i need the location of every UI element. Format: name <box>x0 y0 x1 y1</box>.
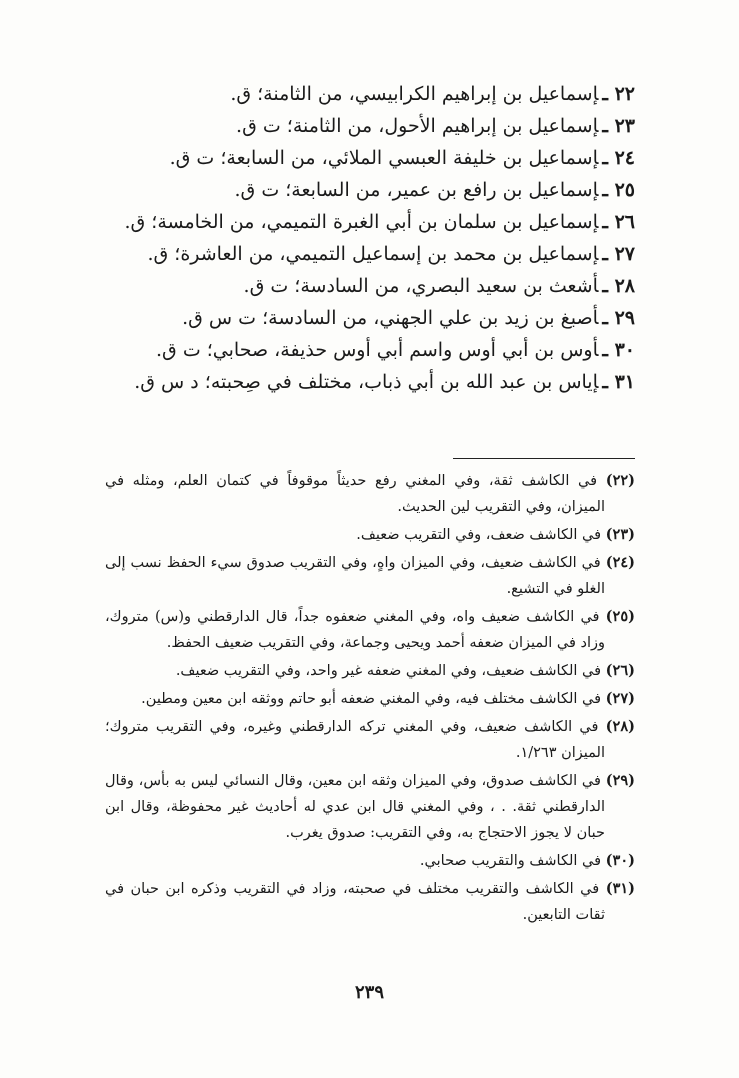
footnote-text: في الكاشف ضعيف، وفي المغني تركه الدارقطني وغيره، وفي التقريب متروك؛ الميزان ١/٢٦٣. <box>105 719 605 761</box>
footnote-number: (٢٣) <box>605 526 635 543</box>
entry-text: إسماعيل بن إبراهيم الأحول، من الثامنة؛ ت ق. <box>236 115 599 137</box>
footnote-number: (٢٩) <box>605 772 636 789</box>
footnote <box>105 876 635 928</box>
entry-text: إسماعيل بن رافع بن عمير، من السابعة؛ ت ق. <box>234 179 599 201</box>
page-number: ٢٣٩ <box>354 982 384 1003</box>
footnote <box>105 522 635 548</box>
entry-number: ٢٤ ـ <box>602 147 635 169</box>
footnote-text: في الكاشف ضعيف، وفي الميزان واهٍ، وفي التقريب صدوق سيء الحفظ نسب إلى الغلو في التشيع. <box>105 555 605 597</box>
footnote-number: (٢٨) <box>605 718 635 735</box>
narrator-list <box>95 78 635 398</box>
footnote-number: (٣١) <box>605 880 636 897</box>
entry-text: إسماعيل بن محمد بن إسماعيل التميمي، من العاشرة؛ ق. <box>147 243 599 265</box>
footnote <box>105 658 635 684</box>
footnote-number: (٢٧) <box>605 690 635 707</box>
list-item <box>95 110 635 142</box>
footnote <box>105 468 635 520</box>
entry-number: ٢٢ ـ <box>602 83 635 105</box>
entry-number: ٢٩ ـ <box>602 307 635 329</box>
footnotes <box>105 468 635 930</box>
footnote-text: في الكاشف والتقريب مختلف في صحبته، وزاد في التقريب وذكره ابن حبان في ثقات التابعين. <box>105 881 605 923</box>
list-item <box>95 302 635 334</box>
footnote-text: في الكاشف ضعف، وفي التقريب ضعيف. <box>356 527 602 543</box>
entry-text: إسماعيل بن خليفة العبسي الملائي، من السابعة؛ ت ق. <box>169 147 599 169</box>
list-item <box>95 174 635 206</box>
footnote <box>105 714 635 766</box>
list-item <box>95 238 635 270</box>
footnote-number: (٢٥) <box>605 608 635 625</box>
entry-text: إسماعيل بن إبراهيم الكرابيسي، من الثامنة؛ ق. <box>230 83 599 105</box>
list-item <box>95 142 635 174</box>
entry-number: ٢٣ ـ <box>602 115 635 137</box>
footnote-text: في الكاشف ضعيف، وفي المغني ضعفه غير واحد، وفي التقريب ضعيف. <box>175 663 602 679</box>
footnote-number: (٢٤) <box>605 554 636 571</box>
entry-text: أشعث بن سعيد البصري، من السادسة؛ ت ق. <box>243 275 599 297</box>
list-item <box>95 206 635 238</box>
list-item <box>95 78 635 110</box>
footnote-text: في الكاشف ثقة، وفي المغني رفع حديثاً موقوفاً في كتمان العلم، ومثله في الميزان، وفي التقريب لين الحديث. <box>105 473 605 515</box>
entry-number: ٢٨ ـ <box>602 275 635 297</box>
entry-text: إسماعيل بن سلمان بن أبي الغبرة التميمي، من الخامسة؛ ق. <box>124 211 599 233</box>
footnote <box>105 604 635 656</box>
entry-text: إياس بن عبد الله بن أبي ذباب، مختلف في صِحبته؛ د س ق. <box>134 371 599 393</box>
footnote-number: (٢٦) <box>605 662 635 679</box>
footnote <box>105 768 635 846</box>
footnote-text: في الكاشف مختلف فيه، وفي المغني ضعفه أبو حاتم ووثقه ابن معين ومطين. <box>141 691 602 707</box>
list-item <box>95 366 635 398</box>
footnote <box>105 686 635 712</box>
entry-number: ٢٦ ـ <box>602 211 635 233</box>
entry-number: ٢٥ ـ <box>602 179 635 201</box>
entry-text: أصبغ بن زيد بن علي الجهني، من السادسة؛ ت س ق. <box>182 307 599 329</box>
list-item <box>95 270 635 302</box>
footnote-text: في الكاشف والتقريب صحابي. <box>419 853 602 869</box>
entry-number: ٣٠ ـ <box>602 339 635 361</box>
list-item <box>95 334 635 366</box>
footnote-divider <box>453 458 635 459</box>
entry-number: ٣١ ـ <box>602 371 635 393</box>
entry-number: ٢٧ ـ <box>602 243 635 265</box>
footnote-text: في الكاشف ضعيف واه، وفي المغني ضعفوه جداً، قال الدارقطني و(س) متروك، وزاد في الميزان ضعفه أحمد ويحيى وجماعة، وفي التقريب ضعيف الحفظ. <box>105 609 605 651</box>
footnote <box>105 848 635 874</box>
footnote-number: (٢٢) <box>605 472 636 489</box>
footnote-text: في الكاشف صدوق، وفي الميزان وثقه ابن معين، وقال النسائي ليس به بأس، وقال الدارقطني ثقة. . ، وفي المغني قال ابن عدي له أحاديث غير محفوظة، وقال ابن حبان لا يجوز الاحتجاج به، وفي التقريب: صدوق يغرب. <box>105 773 605 841</box>
footnote <box>105 550 635 602</box>
entry-text: أوس بن أبي أوس واسم أبي أوس حذيفة، صحابي؛ ت ق. <box>156 339 599 361</box>
footnote-number: (٣٠) <box>605 852 635 869</box>
